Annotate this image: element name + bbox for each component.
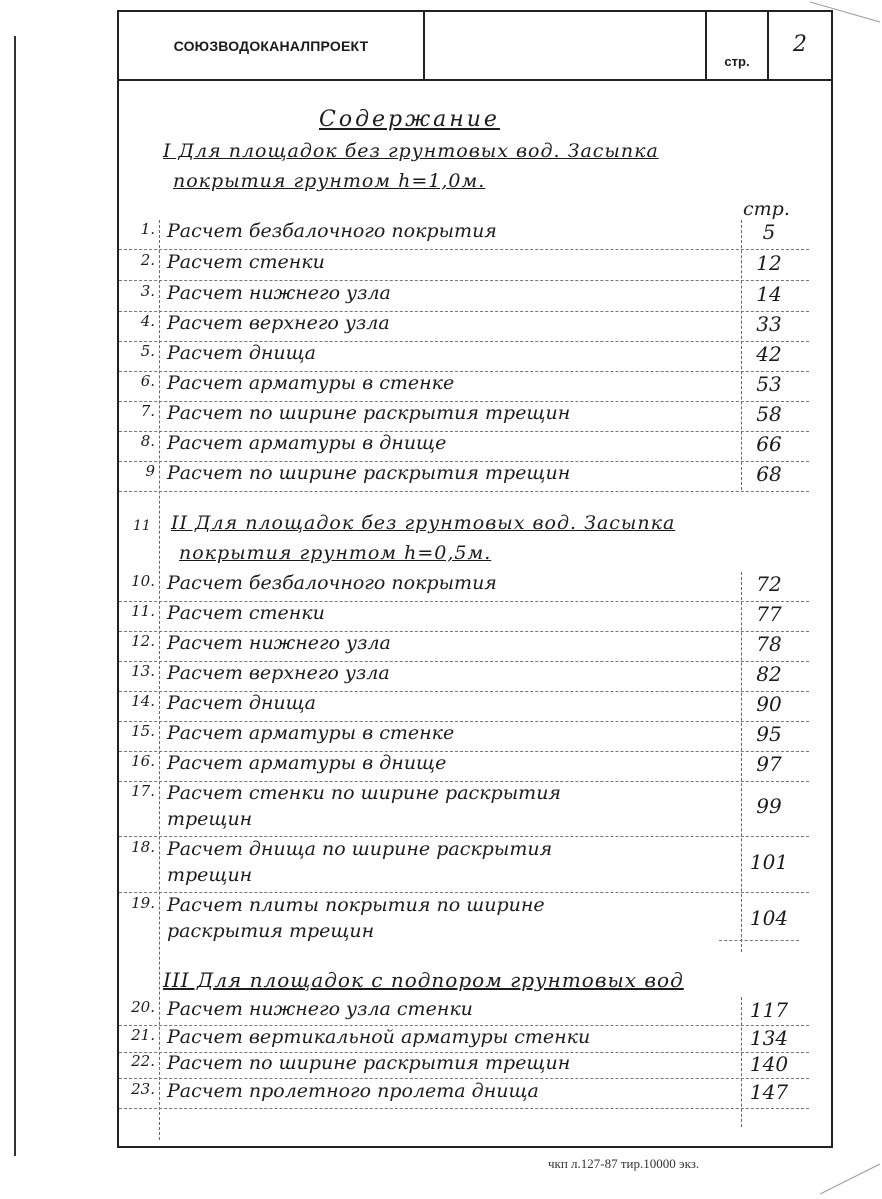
section-1-heading-line-2: покрытия грунтом h=1,0м. <box>173 170 486 192</box>
row-page: 101 <box>749 850 789 874</box>
row-page: 5 <box>762 220 776 244</box>
row-title: Расчет пролетного пролета днища <box>167 1080 539 1102</box>
row-title: Расчет по ширине раскрытия трещин <box>167 402 571 424</box>
print-footer: чкп л.127-87 тир.10000 экз. <box>548 1156 700 1171</box>
row-title: Расчет нижнего узла <box>167 282 391 304</box>
row-number: 1. <box>140 220 155 238</box>
toc-row <box>119 602 831 632</box>
row-rule <box>119 836 809 837</box>
row-page: 66 <box>756 432 782 456</box>
row-title: Расчет плиты покрытия по ширине <box>167 894 545 916</box>
row-page: 72 <box>756 572 782 596</box>
toc-row <box>119 432 831 462</box>
row-title-continued: раскрытия трещин <box>167 920 375 942</box>
toc-row <box>119 342 831 372</box>
scan-mark-top-right <box>810 0 882 30</box>
row-number: 20. <box>131 998 155 1016</box>
section-2-heading-line-2: покрытия грунтом h=0,5м. <box>179 542 492 564</box>
row-number: 23. <box>131 1080 155 1098</box>
row-page: 140 <box>749 1052 789 1076</box>
row-number: 9 <box>145 462 155 480</box>
section-2-marker: 11 <box>133 518 151 534</box>
row-number: 2. <box>140 251 155 269</box>
row-number: 14. <box>131 692 155 710</box>
document-title: Содержание <box>319 107 500 132</box>
row-title: Расчет днища <box>167 342 317 364</box>
toc-row <box>119 722 831 752</box>
toc-row <box>119 251 831 281</box>
row-number: 16. <box>131 752 155 770</box>
toc-row <box>119 372 831 402</box>
row-page: 58 <box>756 402 782 426</box>
row-number: 4. <box>140 312 155 330</box>
row-title-continued: трещин <box>167 808 253 830</box>
row-number: 11. <box>131 602 155 620</box>
row-title: Расчет стенки по ширине раскрытия <box>167 782 562 804</box>
row-number: 18. <box>131 838 155 856</box>
title-block <box>119 12 831 81</box>
row-page: 95 <box>756 722 782 746</box>
row-page: 78 <box>756 632 782 656</box>
toc-row <box>119 894 831 950</box>
row-title: Расчет безбалочного покрытия <box>167 572 497 594</box>
toc-row <box>119 312 831 342</box>
row-rule <box>119 249 809 250</box>
row-page: 147 <box>749 1080 789 1104</box>
row-title: Расчет днища <box>167 692 317 714</box>
row-title: Расчет вертикальной арматуры стенки <box>167 1026 591 1048</box>
row-title: Расчет по ширине раскрытия трещин <box>167 1052 571 1074</box>
row-page: 77 <box>756 602 782 626</box>
row-title: Расчет стенки <box>167 251 325 273</box>
row-title: Расчет арматуры в днище <box>167 432 447 454</box>
toc-row <box>119 462 831 492</box>
row-title: Расчет верхнего узла <box>167 312 390 334</box>
toc-row <box>119 572 831 602</box>
toc-row <box>119 402 831 432</box>
section-3-heading: III Для площадок с подпором грунтовых вод <box>163 968 684 992</box>
row-rule <box>119 1078 809 1079</box>
toc-row <box>119 692 831 722</box>
row-rule <box>119 280 809 281</box>
row-rule <box>719 940 799 941</box>
row-number: 15. <box>131 722 155 740</box>
row-rule <box>119 892 809 893</box>
row-page: 14 <box>756 282 782 306</box>
toc-row <box>119 632 831 662</box>
organization-name: СОЮЗВОДОКАНАЛПРОЕКТ <box>119 12 425 79</box>
row-page: 12 <box>756 251 782 275</box>
row-number: 12. <box>131 632 155 650</box>
row-page: 42 <box>756 342 782 366</box>
toc-row <box>119 838 831 894</box>
row-number: 19. <box>131 894 155 912</box>
page-number: 2 <box>793 32 807 57</box>
row-title: Расчет арматуры в днище <box>167 752 447 774</box>
row-title: Расчет верхнего узла <box>167 662 390 684</box>
row-title: Расчет нижнего узла <box>167 632 391 654</box>
row-number: 22. <box>131 1052 155 1070</box>
row-page: 82 <box>756 662 782 686</box>
row-title-continued: трещин <box>167 864 253 886</box>
row-title: Расчет безбалочного покрытия <box>167 220 497 242</box>
toc-row <box>119 1080 831 1110</box>
section-1-heading-line-1: I Для площадок без грунтовых вод. Засыпка <box>163 140 659 162</box>
row-title: Расчет арматуры в стенке <box>167 722 455 744</box>
toc-row <box>119 998 831 1028</box>
row-page: 53 <box>756 372 782 396</box>
toc-row <box>119 220 831 250</box>
row-rule <box>119 491 809 492</box>
row-number: 8. <box>140 432 155 450</box>
row-number: 17. <box>131 782 155 800</box>
row-title: Расчет стенки <box>167 602 325 624</box>
toc-row <box>119 782 831 838</box>
page-edge-line <box>14 36 16 1156</box>
page-label: стр. <box>705 12 769 79</box>
row-number: 5. <box>140 342 155 360</box>
scan-mark-bottom-right <box>820 1160 882 1196</box>
row-number: 10. <box>131 572 155 590</box>
row-page: 33 <box>756 312 782 336</box>
toc-row <box>119 662 831 692</box>
page-column-header: стр. <box>743 198 790 220</box>
row-page: 99 <box>756 794 782 818</box>
row-page: 68 <box>756 462 782 486</box>
document-frame <box>117 10 833 1148</box>
row-page: 90 <box>756 692 782 716</box>
row-number: 7. <box>140 402 155 420</box>
row-rule <box>119 1108 809 1109</box>
row-title: Расчет арматуры в стенке <box>167 372 455 394</box>
row-title: Расчет днища по ширине раскрытия <box>167 838 553 860</box>
row-number: 21. <box>131 1026 155 1044</box>
row-page: 97 <box>756 752 782 776</box>
row-number: 13. <box>131 662 155 680</box>
row-page: 117 <box>749 998 789 1022</box>
row-title: Расчет по ширине раскрытия трещин <box>167 462 571 484</box>
row-page: 104 <box>749 906 789 930</box>
row-title: Расчет нижнего узла стенки <box>167 998 473 1020</box>
row-page: 134 <box>749 1026 789 1050</box>
toc-row <box>119 752 831 782</box>
row-number: 3. <box>140 282 155 300</box>
row-number: 6. <box>140 372 155 390</box>
toc-row <box>119 282 831 312</box>
section-2-heading-line-1: II Для площадок без грунтовых вод. Засыпка <box>171 512 676 534</box>
